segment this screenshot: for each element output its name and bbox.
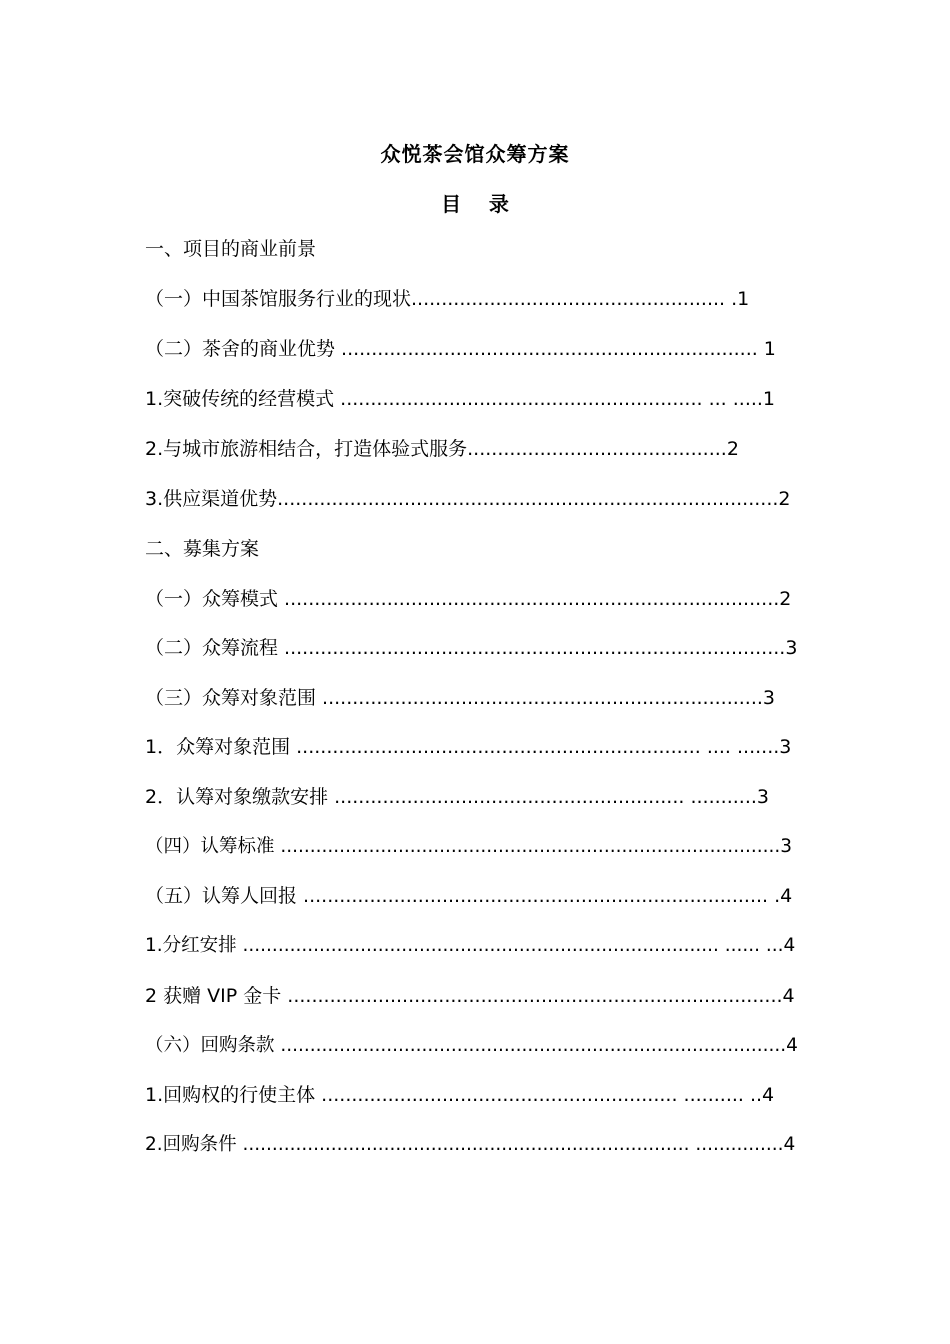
toc-item-2-3: （三）众筹对象范围 .........................................................................3 xyxy=(145,687,776,709)
toc-item-2-6-2: 2.回购条件 ............................................................................ ...............4 xyxy=(145,1134,796,1155)
toc-item-2-3-1: 1．众筹对象范围 ................................................................... .... .......3 xyxy=(145,736,792,758)
toc-item-2-6-1: 1.回购权的行使主体 ........................................................... .......... ..4 xyxy=(145,1084,775,1106)
document-title: 众悦茶会馆众筹方案 xyxy=(380,142,570,166)
toc-item-1-2: （二）茶舍的商业优势 ..................................................................... 1 xyxy=(145,338,776,360)
toc-item-2-3-2: 2．认筹对象缴款安排 .......................................................... ...........3 xyxy=(145,786,769,808)
toc-item-2-5-2: 2 获赠 VIP 金卡 ..................................................................................4 xyxy=(145,985,795,1007)
toc-item-1-1: （一）中国茶馆服务行业的现状.................................................... .1 xyxy=(145,288,750,310)
toc-item-2-1: （一）众筹模式 ..................................................................................2 xyxy=(145,588,792,610)
toc-item-2-5-1: 1.分红安排 ................................................................................. ...... ...4 xyxy=(145,935,796,956)
toc-section-2: 二、募集方案 xyxy=(145,538,260,560)
toc-item-2-4: （四）认筹标准 .....................................................................................3 xyxy=(145,836,793,857)
toc-item-2-5: （五）认筹人回报 ............................................................................. .4 xyxy=(145,885,793,907)
toc-section-1: 一、项目的商业前景 xyxy=(145,238,317,260)
toc-heading: 目 录 xyxy=(441,192,509,216)
toc-item-2-2: （二）众筹流程 ...................................................................................3 xyxy=(145,637,798,659)
toc-item-2-6: （六）回购条款 ......................................................................................4 xyxy=(145,1035,798,1056)
toc-item-1-2-2: 2.与城市旅游相结合，打造体验式服务...........................................2 xyxy=(145,438,739,460)
toc-item-1-2-3: 3.供应渠道优势...................................................................................2 xyxy=(145,488,791,510)
toc-item-1-2-1: 1.突破传统的经营模式 ............................................................ ... .....1 xyxy=(145,388,776,410)
